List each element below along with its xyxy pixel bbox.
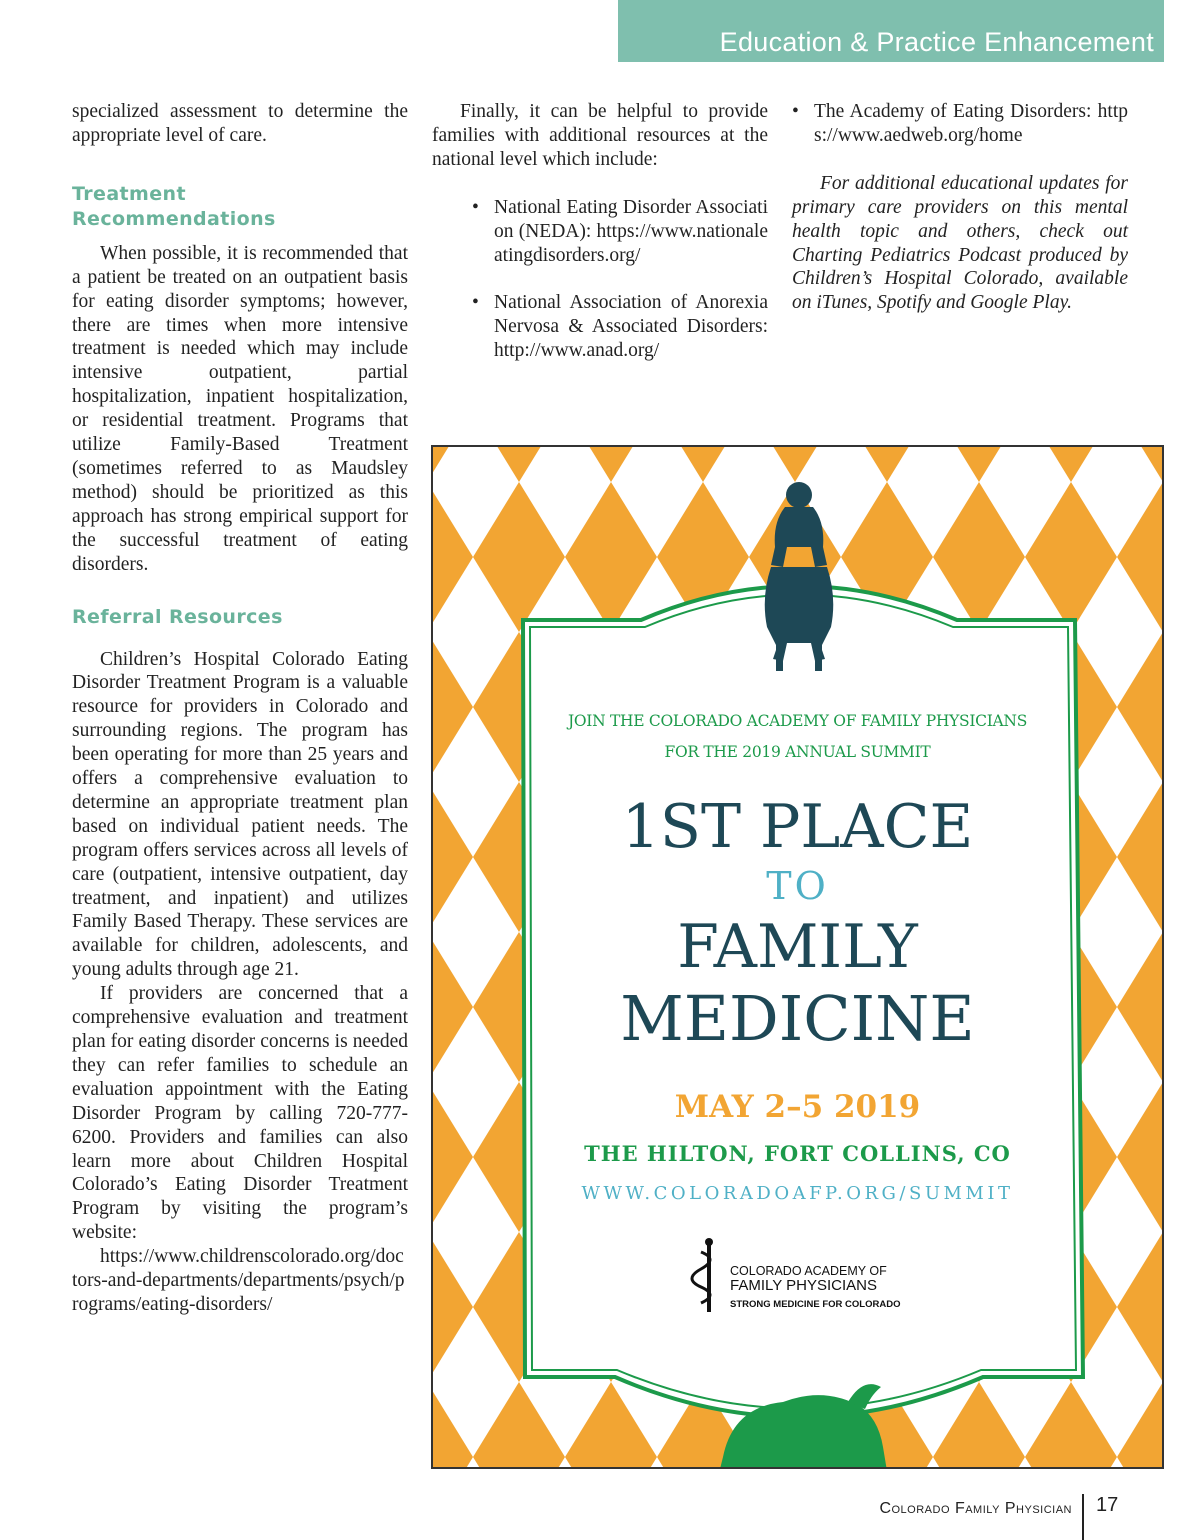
footer-divider: [1082, 1494, 1084, 1540]
ad-headline-family: FAMILY: [677, 912, 918, 982]
col1-intro-paragraph: specialized assessment to determine the appropriate level of care.: [72, 101, 408, 146]
treatment-heading: Treatment Recommendations: [72, 182, 276, 230]
resource-anad[interactable]: National Association of Anorexia Nervosa & Associated Disorders: http://www.anad.org/: [494, 292, 768, 362]
ad-headline-medicine: MEDICINE: [620, 982, 975, 1055]
referral-url[interactable]: https://www.childrenscolorado.org/doctors-and-departments/departments/psych/programs/eating-disorders/: [72, 1246, 405, 1315]
bullet-icon: •: [472, 196, 479, 218]
resource-aed[interactable]: The Academy of Eating Disorders: https://www.aedweb.org/home: [814, 101, 1128, 146]
ad-headline-to: TO: [766, 864, 829, 908]
section-header-band: [618, 0, 1164, 62]
summit-advertisement[interactable]: [431, 445, 1164, 1469]
ad-join-line-1: JOIN THE COLORADO ACADEMY OF FAMILY PHYSICIANS: [567, 712, 1028, 730]
footer-publication: Colorado Family Physician: [879, 1500, 1072, 1517]
logo-line-2: FAMILY PHYSICIANS: [730, 1277, 877, 1294]
bullet-icon: •: [472, 292, 479, 314]
list-item: [752, 100, 1128, 148]
logo-line-1: COLORADO ACADEMY OF: [730, 1264, 887, 1278]
list-item: [432, 291, 768, 363]
ad-venue: THE HILTON, FORT COLLINS, CO: [584, 1141, 1011, 1166]
ad-headline-1st-place: 1ST PLACE: [621, 792, 974, 862]
academy-resource-list: [792, 100, 1128, 148]
ad-date: MAY 2–5 2019: [674, 1089, 921, 1125]
list-item: [432, 196, 768, 268]
page-number: 17: [1096, 1494, 1119, 1516]
ad-url[interactable]: WWW.COLORADOAFP.ORG/SUMMIT: [581, 1183, 1014, 1204]
section-title: Education & Practice Enhancement: [719, 27, 1154, 57]
column-3: [792, 100, 1128, 315]
column-2: [432, 100, 768, 363]
national-resources-list: [432, 196, 768, 363]
referral-paragraph-2: If providers are concerned that a comprehensive evaluation and treatment plan for eating disorder concerns is needed they can refer families to schedule an evaluation appointment with the Eating Disorder Program by calling 720-777-6200. Providers and families can also learn more about Children Hospital Colorado’s Eating Disorder Treatment Program by visiting the program’s website:: [72, 983, 408, 1244]
referral-heading: Referral Resources: [72, 605, 283, 628]
referral-paragraph-1: Children’s Hospital Colorado Eating Disorder Treatment Program is a valuable resource for providers in Colorado and surrounding regions. The program has been operating for more than 25 years and offers a comprehensive evaluation to determine an appropriate treatment plan based on individual patient needs. The program offers services across all levels of care (outpatient, intensive outpatient, day treatment, and inpatient) and utilizes Family Based Therapy. These services are available for children, adolescents, and young adults through age 21.: [72, 648, 408, 981]
ad-join-line-2: FOR THE 2019 ANNUAL SUMMIT: [664, 743, 931, 761]
resource-neda[interactable]: National Eating Disorder Association (NEDA): https://www.nationaleatingdisorders.org/: [494, 196, 768, 266]
podcast-note: For additional educational updates for primary care providers on this mental health topic and others, check out Charting Pediatrics Podcast produced by Children’s Hospital Colorado, available on iTunes, Spotify and Google Play.: [792, 172, 1128, 314]
treatment-paragraph: When possible, it is recommended that a patient be treated on an outpatient basis for eating disorder symptoms; however, there are times when more intensive treatment is needed which may include intensive outpatient, partial hospitalization, inpatient hospitalization, or residential treatment. Programs that utilize Family-Based Treatment (sometimes referred to as Maudsley method) should be prioritized as this approach has strong empirical support for the successful treatment of eating disorders.: [72, 242, 408, 575]
column-1: [72, 100, 408, 1317]
bullet-icon: •: [792, 101, 799, 122]
col2-intro-paragraph: Finally, it can be helpful to provide families with additional resources at the national level which include:: [432, 101, 768, 170]
logo-tagline: STRONG MEDICINE FOR COLORADO: [730, 1299, 901, 1310]
